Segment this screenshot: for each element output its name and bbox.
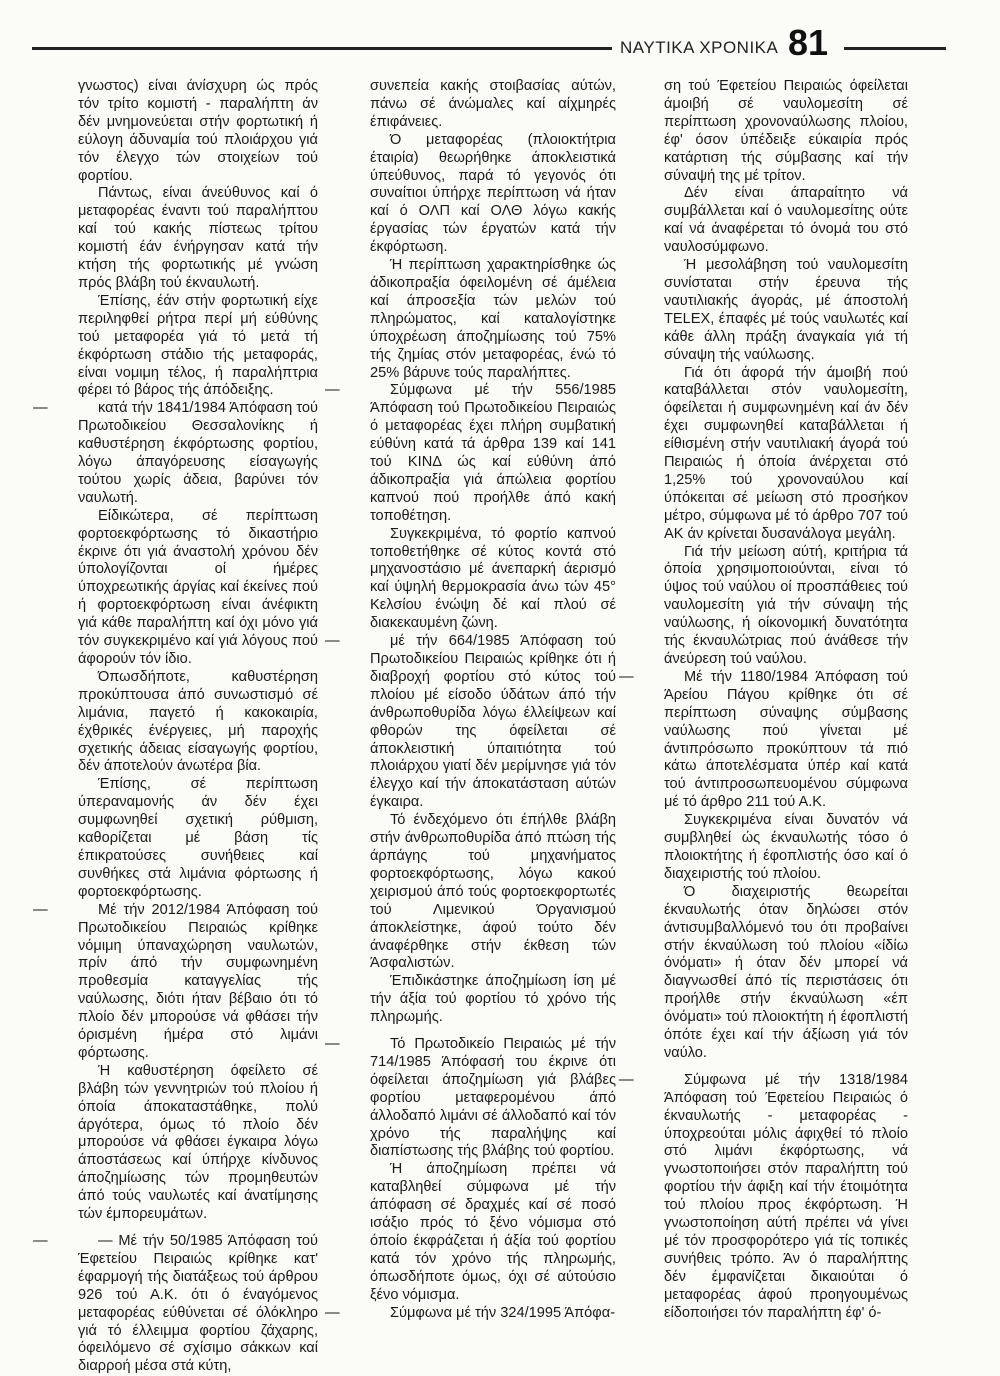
paragraph: Ό διαχειριστής θεωρείται έκναυλωτής όταν δηλώσει στόν άντισυμβαλλόμενό του ότι προβαίνει στήν έκναύλωση τού πλοίου «ίδίω όνόματι» ή όταν δέν μπορεί νά διαγνωσθεί άπό τίς περιστάσεις ότι προήλθε στήν έκναύλωση «έπ όνόματι» τού πλοιοκτήτη ή έφοπλιστή όπότε έχει καί τήν άξίωση γιά τόν ναύλο.	[664, 883, 908, 1061]
header-rule-right	[844, 47, 946, 50]
paragraph: συνεπεία κακής στοιβασίας αύτών, πάνω σέ άνώμαλες καί αίχμηρές έπιφάνειες.	[370, 78, 616, 130]
paragraph: Γιά ότι άφορά τήν άμοιβή πού καταβάλλεται στόν ναυλομεσίτη, όφείλεται ή συμφωνημένη καί άν δέν έχει συμφωνηθεί καταβάλλεται ή είθισμένη στήν ναυτιλιακή άγορά τού Πειραιώς ή όποία άνέρχεται στό 1,25% τού χρονοναύλου καί ύπόκειται σέ μείωση στό προσήκον μέτρο, σύμφωνα μέ τό άρθρο 707 τού ΑΚ άν κρίνεται δυσανάλογα μεγάλη.	[664, 364, 908, 542]
paragraph: — — Μέ τήν 50/1985 Άπόφαση τού Έφετείου Πειραιώς κρίθηκε κατ' έφαρμογή τής διατάξεως τού άρθρου 926 τού Α.Κ. ότι ό έναγόμενος μεταφορέας εύθύνεται σέ όλόκληρο γιά τό έλλειμμα φορτίου ζάχαρης, όφειλόμενο σέ σχίσιμο σάκκων καί διαρροή μέσα στά κύτη,	[78, 1233, 318, 1376]
paragraph: — Σύμφωνα μέ τήν 1318/1984 Άπόφαση τού Έφετείου Πειραιώς ό έκναυλωτής - μεταφορέας - ύποχρεούται μόλις άφιχθεί τό πλοίο στό λιμάνι έκφόρτωσης, νά γνωστοποιήσει στόν παραλήπτη τού φορτίου τήν άφιξη καί τήν έτοιμότητα τού πλοίου προς έκφόρτωση. Ή γνωστοποίηση αύτή πρέπει νά γίνει μέ τόν προσφορότερο γιά τίς τοπικές συνήθεις τρόπο. Άν ό παραλήπτης δέν έμφανίζεται δικαιούται ό μεταφορέας άφού προηγουμένως είδοποιήσει τόν παραλήπτη έφ' ό-	[664, 1072, 908, 1323]
paragraph: Ή περίπτωση χαρακτηρίσθηκε ώς άδικοπραξία όφειλομένη σέ άμέλεια καί άπροσεξία τών μελών τού πληρώματος, καί καταλογίστηκε ύποχρέωση άποζημίωσης τού 75% τής ζημίας στόν μεταφορέας, ένώ τό 25% βάρυνε τούς παραλήπτες.	[370, 257, 616, 381]
paragraph: — Μέ τήν 2012/1984 Άπόφαση τού Πρωτοδικείου Πειραιώς κρίθηκε νόμιμη ύπαναχώρηση ναυλωτών, πρίν άπό τήν συμφωνημένη προθεσμία καταγγελίας τής ναύλωσης, διότι ήταν βέβαιο ότι τό πλοίο δέν μπορούσε νά φθάσει τήν όρισμένη ήμέρα στό λιμάνι φόρτωσης.	[78, 902, 318, 1063]
column-1	[78, 78, 318, 1376]
paragraph: ση τού Έφετείου Πειραιώς όφείλεται άμοιβή σέ ναυλομεσίτη σέ περίπτωση χρονοναύλωσης πλοίου, έφ' όσον ύπέδειξε εύκαιρία πρός κατάρτιση τής σύμβασης καί τήν σύναψή της μέ τρίτον.	[664, 78, 908, 184]
paragraph: Ή μεσολάβηση τού ναυλομεσίτη συνίσταται στήν έρευνα τής ναυτιλιακής άγοράς, μέ άποστολή TELEX, έπαφές μέ τούς ναυλωτές καί κάθε άλλη πράξη άναγκαία γιά τή σύναψη τής ναύλωσης.	[664, 257, 908, 363]
header-rule-left	[32, 47, 612, 50]
paragraph: Συγκεκριμένα, τό φορτίο καπνού τοποθετήθηκε σέ κύτος κοντά στό μηχανοστάσιο μέ άνεπαρκή άερισμό καί ύψηλή θερμοκρασία άνω τών 45° Κελσίου ένώψη δέ καί πλού σέ διακεκαυμένη ζώνη.	[370, 525, 616, 632]
paragraph: Ό μεταφορέας (πλοιοκτήτρια έταιρία) θεωρήθηκε άποκλειστικά ύπεύθυνος, παρά τό γεγονός ότι συναίτιοι ύπήρχε περίπτωση νά ήταν καί ό ΟΛΠ καί ΟΛΘ λόγω κακής έργασίας τών έργατών κατά τήν έκφόρτωση.	[370, 131, 616, 256]
column-2	[370, 78, 616, 1323]
journal-title: ΝΑΥΤΙΚΑ ΧΡΟΝΙΚΑ	[620, 38, 779, 57]
paragraph: — μέ τήν 664/1985 Άπόφαση τού Πρωτοδικείου Πειραιώς κρίθηκε ότι ή διαβροχή φορτίου στό κύτος τού πλοίου μέ είσοδο ύδάτων άπό τήν άνθρωποθυρίδα λόγω έλλείψεων καί φθορών της όφείλεται σέ άποκλειστική ύπαιτιότητα τού πλοιάρχου γιατί δέν μερίμνησε γιά τόν έλεγχο καί τήν άποκατάσταση αύτών έγκαιρα.	[370, 633, 616, 812]
paragraph: Δέν είναι άπαραίτητο νά συμβάλλεται καί ό ναυλομεσίτης ούτε καί νά άναφέρεται τό όνομά του στό ναυλοσύμφωνο.	[664, 185, 908, 256]
paragraph: Ή καθυστέρηση όφείλετο σέ βλάβη τών γεννητριών τού πλοίου ή όποία άποκαταστάθηκε, πολύ άργότερα, όμως τό πλοίο δέν μπορούσε νά φθάσει έγκαιρα λόγω άποστάσεως καί ύπήρχε κίνδυνος άποζημίωσης τών προμηθευτών άπό τούς ναυλωτές καί άνατίμησης τών έμπορευμάτων.	[78, 1062, 318, 1223]
paragraph: Πάντως, είναι άνεύθυνος καί ό μεταφορέας έναντι τού παραλήπτου καί τού κακής πίστεως τρίτου κομιστή έάν ένήργησαν κατά τήν κτήση τής φορτωτικής μέ γνώση πρός βλάβη τού έκναυλωτή.	[78, 185, 318, 291]
page-number: 81	[788, 22, 829, 63]
paragraph: Έπίσης, έάν στήν φορτωτική είχε περιληφθεί ρήτρα περί μή εύθύνης τού μεταφορέα γιά τό μετά τή έκφόρτωση στάδιο τής μεταφοράς, είναι νομιμη τέλος, ή παραλήπτρια φέρει τό βάρος τής άπόδειξης.	[78, 292, 318, 399]
paragraph: — κατά τήν 1841/1984 Άπόφαση τού Πρωτοδικείου Θεσσαλονίκης ή καθυστέρηση έκφόρτωσης φορτίου, λόγω άπαγόρευσης είσαγωγής τούτου χωρίς άδεια, βαρύνει τόν ναυλωτή.	[78, 400, 318, 507]
paragraph: Τό ένδεχόμενο ότι έπήλθε βλάβη στήν άνθρωποθυρίδα άπό πτώση τής άρπάγης τού μηχανήματος φορτοεκφόρτωσης, λόγω κακού χειρισμού άπό τούς φορτοεκφορτωτές τού Λιμενικού Όργανισμού άποκλείστηκε, άφού τούτο δέν άναφέρθηκε στήν έκθεση τών Άσφαλιστών.	[370, 812, 616, 972]
paragraph: Όπωσδήποτε, καθυστέρηση προκύπτουσα άπό συνωστισμό σέ λιμάνια, παγετό ή κακοκαιρία, έχθρικές ένέργειες, μή παροχής σχετικής άδειας είσαγωγής φορτίου, δέν άποτελούν άνωτέρα βία.	[78, 668, 318, 775]
paragraph: — Σύμφωνα μέ τήν 556/1985 Άπόφαση τού Πρωτοδικείου Πειραιώς ό μεταφορέας έχει πλήρη συμβατική εύθύνη κατά τά άρθρα 139 καί 141 τού ΚΙΝΔ ώς καί εύθύνη άπό άδικοπραξία γιά άπώλεια φορτίου καπνού πού προήλθε άπό κακή τοποθέτηση.	[370, 382, 616, 525]
paragraph: — Μέ τήν 1180/1984 Άπόφαση τού Άρείου Πάγου κρίθηκε ότι σέ περίπτωση σύναψης σύμβασης ναύλωσης πού γίνεται μέ άντιπρόσωπο προκύπτουν τά πιό κάτω άποτελέσματα ύπέρ καί κατά τού άντιπροσωπευομένου σύμφωνα μέ τό άρθρο 211 τού Α.Κ.	[664, 669, 908, 812]
column-3	[664, 78, 908, 1323]
paragraph: Συγκεκριμένα είναι δυνατόν νά συμβληθεί ώς έκναυλωτής τόσο ό πλοιοκτήτης ή έφοπλιστής όσο καί ό διαχειριστής τού πλοίου.	[664, 812, 908, 882]
paragraph: — Τό Πρωτοδικείο Πειραιώς μέ τήν 714/1985 Άπόφασή του έκρινε ότι όφείλεται άποζημίωση γιά βλάβες φορτίου μεταφερομένου άπό άλλοδαπό λιμάνι σέ άλλοδαπό καί τόν χρόνο τής παραλήψης καί διαπίστωσης τής βλάβης τού φορτίου.	[370, 1036, 616, 1161]
paragraph: Είδικώτερα, σέ περίπτωση φορτοεκφόρτωσης τό δικαστήριο έκρινε ότι γιά άναστολή χρόνου δέν ύπολογίζονται οί ήμέρες ύποχρεωτικής άργίας καί έκείνες πού ή φορτοεκφόρτωση είναι άνέφικτη γιά κάθε παραλήπτη καί όχι μόνο γιά τόν συγκεκριμένο καί γιά λόγους πού άφορούν τόν ίδιο.	[78, 507, 318, 667]
paragraph: Ή άποζημίωση πρέπει νά καταβληθεί σύμφωνα μέ τήν άπόφαση σέ δραχμές καί σέ ποσό ισάξιο πρός τό ξένο νόμισμα στό όποίο έκφράζεται ή άξία τού φορτίου κατά τόν χρόνο τής πληρωμής, όπωσδήποτε όμως, όχι σέ αύτούσιο ξένο νόμισμα.	[370, 1161, 616, 1303]
paragraph: Έπιδικάστηκε άποζημίωση ίση μέ τήν άξία τού φορτίου τό χρόνο τής πληρωμής.	[370, 973, 616, 1026]
paragraph: Έπίσης, σέ περίπτωση ύπεραναμονής άν δέν έχει συμφωνηθεί σχετική ρύθμιση, καθορίζεται μέ βάση τίς έπικρατούσες συνήθειες καί συνθήκες στά λιμάνια φόρτωσης ή φορτοεκφόρτωσης.	[78, 776, 318, 900]
paragraph: γνωστος) είναι άνίσχυρη ώς πρός τόν τρίτο κομιστή - παραλήπτη άν δέν μνημονεύεται στήν φορτωτική ή εύλογη άδυναμία τού πλοιάρχου γιά τόν έλεγχο τών στοιχείων τού φορτίου.	[78, 78, 318, 184]
paragraph: — Σύμφωνα μέ τήν 324/1995 Άπόφα-	[370, 1305, 616, 1323]
paragraph: Γιά τήν μείωση αύτή, κριτήρια τά όποία χρησιμοποιούνται, είναι τό ύψος τού ναύλου οί προσπάθειες τού ναυλομεσίτη γιά τήν σύναψη τής ναύλωσης, ή οίκονομική δυνατότητα τής έκναυλώτριας πού άνάθεσε τήν άνεύρεση τού ναύλου.	[664, 543, 908, 667]
